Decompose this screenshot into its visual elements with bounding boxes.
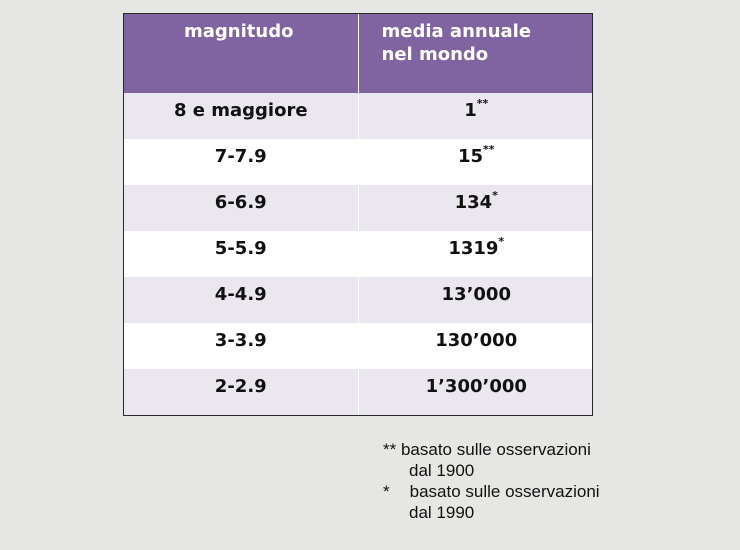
footnote-mark: **: [383, 440, 397, 459]
earthquake-frequency-table: [123, 13, 593, 416]
footnote-mark: **: [476, 97, 489, 110]
table-row: [124, 185, 593, 231]
annual-average-cell: [358, 323, 593, 369]
header-row: [124, 14, 593, 93]
magnitude-cell: 2-2.9: [124, 369, 358, 415]
annual-average-cell: [358, 185, 593, 231]
annual-average-cell: [358, 277, 593, 323]
magnitude-cell: 6-6.9: [124, 185, 358, 231]
footnotes: [383, 439, 600, 523]
annual-average-cell: [358, 369, 593, 415]
magnitude-cell: 7-7.9: [124, 139, 358, 185]
magnitude-cell: 4-4.9: [124, 277, 358, 323]
annual-average-value: 1’300’000: [425, 376, 527, 397]
table-row: [124, 139, 593, 185]
footnote-text: basato sulle osservazioni: [400, 440, 591, 459]
magnitude-table: [124, 14, 593, 415]
magnitude-cell: 3-3.9: [124, 323, 358, 369]
table-row: [124, 369, 593, 415]
annual-average-value: 134: [454, 192, 493, 213]
annual-average-value: 1319: [448, 238, 499, 259]
footnote-1990-cont: dal 1990: [409, 503, 475, 522]
table-row: [124, 277, 593, 323]
footnote-1990: [383, 481, 600, 502]
magnitude-cell: 5-5.9: [124, 231, 358, 277]
annual-average-value: 1: [464, 100, 477, 121]
annual-average-value: 15: [457, 146, 484, 167]
footnote-1900: [383, 439, 600, 460]
table-row: [124, 93, 593, 139]
annual-average-value: 130’000: [435, 330, 518, 351]
magnitude-cell: 8 e maggiore: [124, 93, 358, 139]
footnote-1900-cont: dal 1900: [409, 461, 475, 480]
footnote-mark: *: [492, 189, 498, 202]
header-magnitude-label: magnitudo: [184, 21, 294, 42]
annual-average-cell: [358, 93, 593, 139]
footnote-text: basato sulle osservazioni: [409, 482, 600, 501]
annual-average-cell: [358, 231, 593, 277]
footnote-mark: **: [483, 143, 495, 156]
header-magnitude: [124, 14, 358, 93]
table-row: [124, 231, 593, 277]
annual-average-cell: [358, 139, 593, 185]
footnote-mark: *: [498, 235, 505, 248]
table-row: [124, 323, 593, 369]
header-annual-average-line2: nel mondo: [381, 44, 489, 65]
header-annual-average: [358, 14, 593, 93]
footnote-mark: *: [383, 482, 390, 501]
annual-average-value: 13’000: [441, 284, 511, 305]
header-annual-average-line1: media annuale: [381, 21, 532, 42]
